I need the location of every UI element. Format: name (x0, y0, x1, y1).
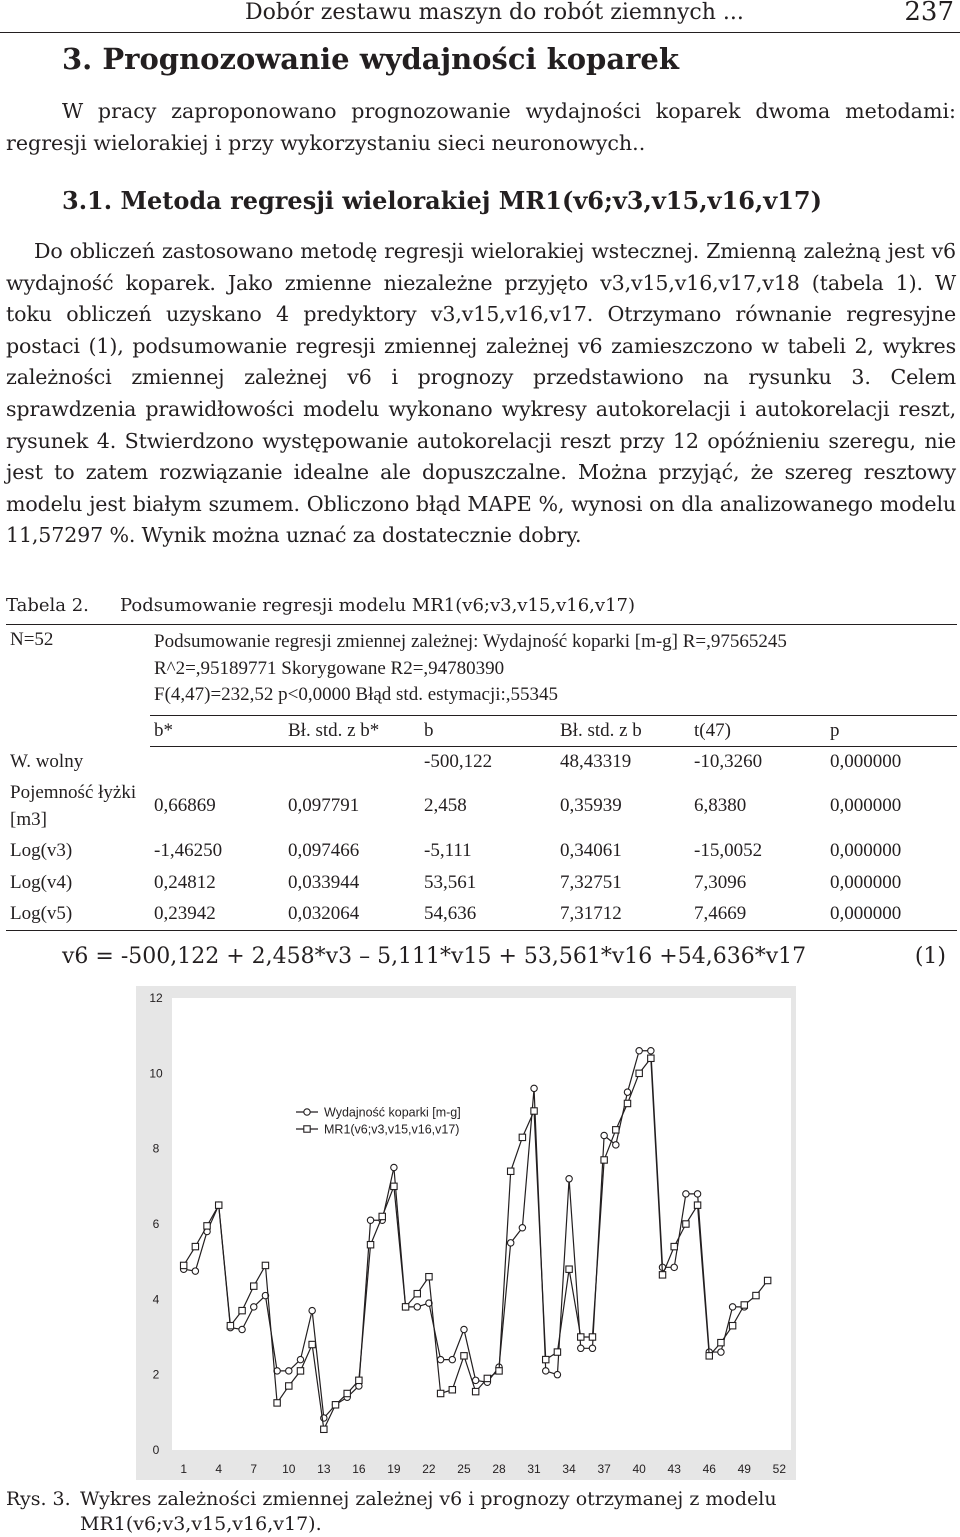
y-tick-label: 10 (149, 1066, 163, 1081)
data-point-square (578, 1334, 584, 1340)
table-row (6, 746, 957, 777)
data-point-circle (519, 1225, 525, 1231)
x-tick-label: 49 (737, 1462, 751, 1476)
data-point-square (624, 1100, 630, 1106)
data-point-square (192, 1243, 198, 1249)
data-point-square (694, 1202, 700, 1208)
table-cell: 0,000000 (826, 899, 957, 930)
table-cell: -10,3260 (694, 750, 763, 772)
table-header-cell: t(47) (690, 715, 826, 746)
data-point-circle (589, 1345, 595, 1351)
table-header-cell: b* (150, 715, 284, 746)
equation-number: (1) (914, 944, 946, 969)
info-line-1: Podsumowanie regresji zmiennej zależnej: Wydajność koparki [m-g] R=,97565245 (154, 631, 787, 652)
table-cell: -5,111 (424, 840, 472, 861)
data-point-square (764, 1277, 770, 1283)
table-cell: -1,46250 (154, 840, 223, 861)
data-point-circle (414, 1304, 420, 1310)
data-point-square (507, 1168, 513, 1174)
regression-equation: v6 = -500,122 + 2,458*v3 – 5,111*v15 + 53,561*v16 +54,636*v17 (62, 944, 807, 969)
data-point-circle (507, 1240, 513, 1246)
data-point-square (753, 1292, 759, 1298)
x-tick-label: 1 (180, 1462, 188, 1476)
data-point-square (379, 1213, 385, 1219)
data-point-square (554, 1349, 560, 1355)
data-point-circle (729, 1304, 735, 1310)
table-cell: 0,34061 (560, 840, 622, 861)
data-point-square (262, 1262, 268, 1268)
x-tick-label: 4 (215, 1462, 223, 1476)
y-tick-label: 12 (149, 991, 163, 1005)
table-n: N=52 (6, 625, 150, 716)
data-point-circle (437, 1356, 443, 1362)
data-point-circle (286, 1368, 292, 1374)
data-point-square (216, 1202, 222, 1208)
data-point-square (204, 1223, 210, 1229)
data-point-square (239, 1307, 245, 1313)
data-point-circle (449, 1356, 455, 1362)
table-cell: 48,43319 (560, 750, 632, 772)
data-point-square (180, 1262, 186, 1268)
data-point-square (332, 1402, 338, 1408)
table-cell: 0,24812 (154, 872, 216, 893)
table-info (150, 625, 957, 716)
data-point-square (297, 1368, 303, 1374)
figure-caption-line-1: Wykres zależności zmiennej zależnej v6 i prognozy otrzymanej z modelu (80, 1488, 777, 1510)
data-point-square (519, 1134, 525, 1140)
data-point-circle (671, 1264, 677, 1270)
table-header-cell (6, 715, 150, 746)
legend-label: MR1(v6;v3,v15,v16,v17) (324, 1122, 460, 1137)
legend-marker-square (304, 1126, 310, 1132)
subsection-title: 3.1. Metoda regresji wielorakiej MR1(v6;v3,v15,v16,v17) (62, 186, 822, 215)
table-header-cell: Bł. std. z b (556, 715, 690, 746)
x-tick-label: 43 (667, 1462, 681, 1476)
data-point-circle (297, 1356, 303, 1362)
table-cell: 0,66869 (154, 795, 216, 816)
data-point-square (414, 1290, 420, 1296)
data-point-circle (648, 1048, 654, 1054)
x-tick-label: 46 (702, 1462, 716, 1476)
data-point-circle (683, 1191, 689, 1197)
x-tick-label: 10 (282, 1462, 296, 1476)
data-point-circle (554, 1371, 560, 1377)
data-point-square (251, 1283, 257, 1289)
data-point-square (589, 1334, 595, 1340)
y-tick-label: 6 (152, 1217, 160, 1231)
data-point-square (636, 1070, 642, 1076)
data-point-square (613, 1127, 619, 1133)
data-point-circle (192, 1268, 198, 1274)
table-cell: W. wolny (10, 750, 84, 772)
data-point-square (461, 1353, 467, 1359)
x-tick-label: 40 (632, 1462, 646, 1476)
data-point-circle (543, 1368, 549, 1374)
section-title: 3. Prognozowanie wydajności koparek (62, 42, 679, 76)
x-tick-label: 34 (562, 1462, 576, 1476)
data-point-square (659, 1272, 665, 1278)
data-point-circle (239, 1326, 245, 1332)
data-point-square (367, 1242, 373, 1248)
x-tick-label: 37 (597, 1462, 611, 1476)
section-intro: W pracy zaproponowano prognozowanie wydajności koparek dwoma metodami: regresji wielorakiej i przy wykorzystaniu sieci neuronowych.. (6, 99, 956, 155)
data-point-square (729, 1323, 735, 1329)
data-point-square (531, 1108, 537, 1114)
data-point-square (706, 1353, 712, 1359)
running-title: Dobór zestawu maszyn do robót ziemnych ... (245, 0, 744, 25)
data-point-square (356, 1377, 362, 1383)
table-cell: 0,000000 (830, 750, 902, 772)
data-point-square (648, 1055, 654, 1061)
data-point-square (566, 1266, 572, 1272)
data-point-square (402, 1304, 408, 1310)
table-cell: 0,23942 (150, 899, 284, 930)
x-tick-label: 16 (352, 1462, 366, 1476)
data-point-square (718, 1339, 724, 1345)
table-cell: 6,8380 (694, 795, 747, 816)
data-point-circle (461, 1326, 467, 1332)
forecast-line-chart (136, 986, 796, 1480)
data-point-circle (367, 1217, 373, 1223)
x-tick-label: 13 (317, 1462, 331, 1476)
data-point-square (437, 1390, 443, 1396)
table-cell: 0,097466 (288, 840, 360, 861)
data-point-square (741, 1302, 747, 1308)
data-point-circle (636, 1048, 642, 1054)
x-tick-label: 31 (527, 1462, 541, 1476)
y-tick-label: 4 (152, 1292, 160, 1307)
table-header-cell: Bł. std. z b* (284, 715, 420, 746)
data-point-square (274, 1400, 280, 1406)
table-cell: 0,032064 (284, 899, 420, 930)
table-cell: Log(v4) (10, 872, 73, 893)
data-point-circle (472, 1377, 478, 1383)
legend-marker-circle (304, 1109, 310, 1115)
table-cell (150, 746, 284, 777)
data-point-square (309, 1341, 315, 1347)
data-point-circle (578, 1345, 584, 1351)
table-cell: 7,32751 (560, 872, 622, 893)
data-point-circle (601, 1132, 607, 1138)
table-cell: 7,31712 (556, 899, 690, 930)
table-cell (284, 746, 420, 777)
header-rule (0, 32, 960, 33)
table-cell: 7,4669 (690, 899, 826, 930)
data-point-square (683, 1221, 689, 1227)
table-cell: 0,033944 (288, 872, 360, 893)
data-point-square (671, 1243, 677, 1249)
data-point-square (449, 1387, 455, 1393)
x-tick-label: 22 (422, 1462, 436, 1476)
table-cell: 53,561 (424, 872, 477, 893)
data-point-circle (624, 1089, 630, 1095)
y-tick-label: 8 (152, 1141, 160, 1156)
page-number: 237 (904, 0, 954, 27)
table-row (6, 777, 957, 835)
table-cell: Log(v3) (10, 840, 73, 861)
table-header-cell: p (826, 715, 957, 746)
table-cell: Log(v5) (6, 899, 150, 930)
data-point-square (543, 1356, 549, 1362)
plot-area (172, 998, 791, 1450)
data-point-circle (391, 1164, 397, 1170)
x-tick-label: 52 (772, 1462, 787, 1476)
table-header-cell: b (420, 715, 556, 746)
table-cell: 0,000000 (830, 795, 902, 816)
table-cell: Pojemność łyżki [m3] (10, 782, 137, 830)
data-point-circle (309, 1307, 315, 1313)
legend-label: Wydajność koparki [m-g] (324, 1105, 461, 1120)
x-tick-label: 7 (250, 1462, 258, 1476)
figure-caption-line-2: MR1(v6;v3,v15,v16,v17). (80, 1513, 322, 1535)
data-point-square (484, 1375, 490, 1381)
table-cell: 0,000000 (830, 840, 902, 861)
y-tick-label: 0 (152, 1443, 160, 1457)
data-point-circle (694, 1191, 700, 1197)
x-tick-label: 19 (387, 1462, 401, 1476)
table-header-row (6, 715, 957, 746)
data-point-square (391, 1183, 397, 1189)
data-point-square (601, 1157, 607, 1163)
table-cell: 0,000000 (830, 872, 902, 893)
data-point-circle (718, 1349, 724, 1355)
table-row (6, 899, 957, 930)
regression-table (6, 624, 957, 931)
table-cell: 0,097791 (288, 795, 360, 816)
data-point-square (426, 1274, 432, 1280)
table-cell: -15,0052 (694, 840, 763, 861)
table-row (6, 867, 957, 899)
data-point-circle (251, 1304, 257, 1310)
data-point-square (472, 1388, 478, 1394)
figure-caption-label: Rys. 3. (6, 1488, 71, 1510)
info-line-3: F(4,47)=232,52 p<0,0000 Błąd std. estymacji:,55345 (154, 684, 559, 705)
info-line-2: R^2=,95189771 Skorygowane R2=,94780390 (154, 657, 505, 679)
x-tick-label: 28 (492, 1462, 506, 1476)
table-caption-text: Podsumowanie regresji modelu MR1(v6;v3,v15,v16,v17) (120, 595, 635, 616)
x-tick-label: 25 (457, 1462, 471, 1476)
data-point-square (321, 1426, 327, 1432)
data-point-square (344, 1390, 350, 1396)
y-tick-label: 2 (152, 1367, 160, 1382)
data-point-square (496, 1368, 502, 1374)
data-point-square (286, 1383, 292, 1389)
data-point-square (227, 1323, 233, 1329)
data-point-circle (531, 1085, 537, 1091)
table-row (6, 835, 957, 867)
table-caption-label: Tabela 2. (6, 595, 89, 616)
table-cell: 7,3096 (694, 872, 747, 893)
table-cell: 2,458 (424, 795, 467, 816)
table-cell: 54,636 (420, 899, 556, 930)
data-point-circle (566, 1176, 572, 1182)
data-point-circle (613, 1142, 619, 1148)
subsection-body: Do obliczeń zastosowano metodę regresji wielorakiej wstecznej. Zmienną zależną jest v6 wydajność koparek. Jako zmienne niezależne przyjęto v3,v15,v16,v17,v18 (tabela 1). W toku obliczeń uzyskano 4 predyktory v3,v15,v16,v17. Otrzymano równanie regresyjne postaci (1), podsumowanie regresji zmiennej zależnej v6 zamieszczono w tabeli 2, wykres zależności zmiennej zależnej v6 i prognozy przedstawiono na rysunku 3. Celem sprawdzenia prawidłowości modelu wykonano wykresy autokorelacji i autokorelacji reszt, rysunek 4. Stwierdzono występowanie autokorelacji reszt przy 12 opóźnieniu szeregu, nie jest to zatem rozwiązanie idealne ale dopuszczalne. Można przyjąć, że szereg resztowy modelu jest białym szumem. Obliczono błąd MAPE %, wynosi on dla analizowanego modelu 11,57297 %. Wynik można uznać za dostatecznie dobry. (6, 239, 956, 548)
table-cell: -500,122 (424, 750, 493, 772)
table-cell: 0,35939 (560, 795, 622, 816)
